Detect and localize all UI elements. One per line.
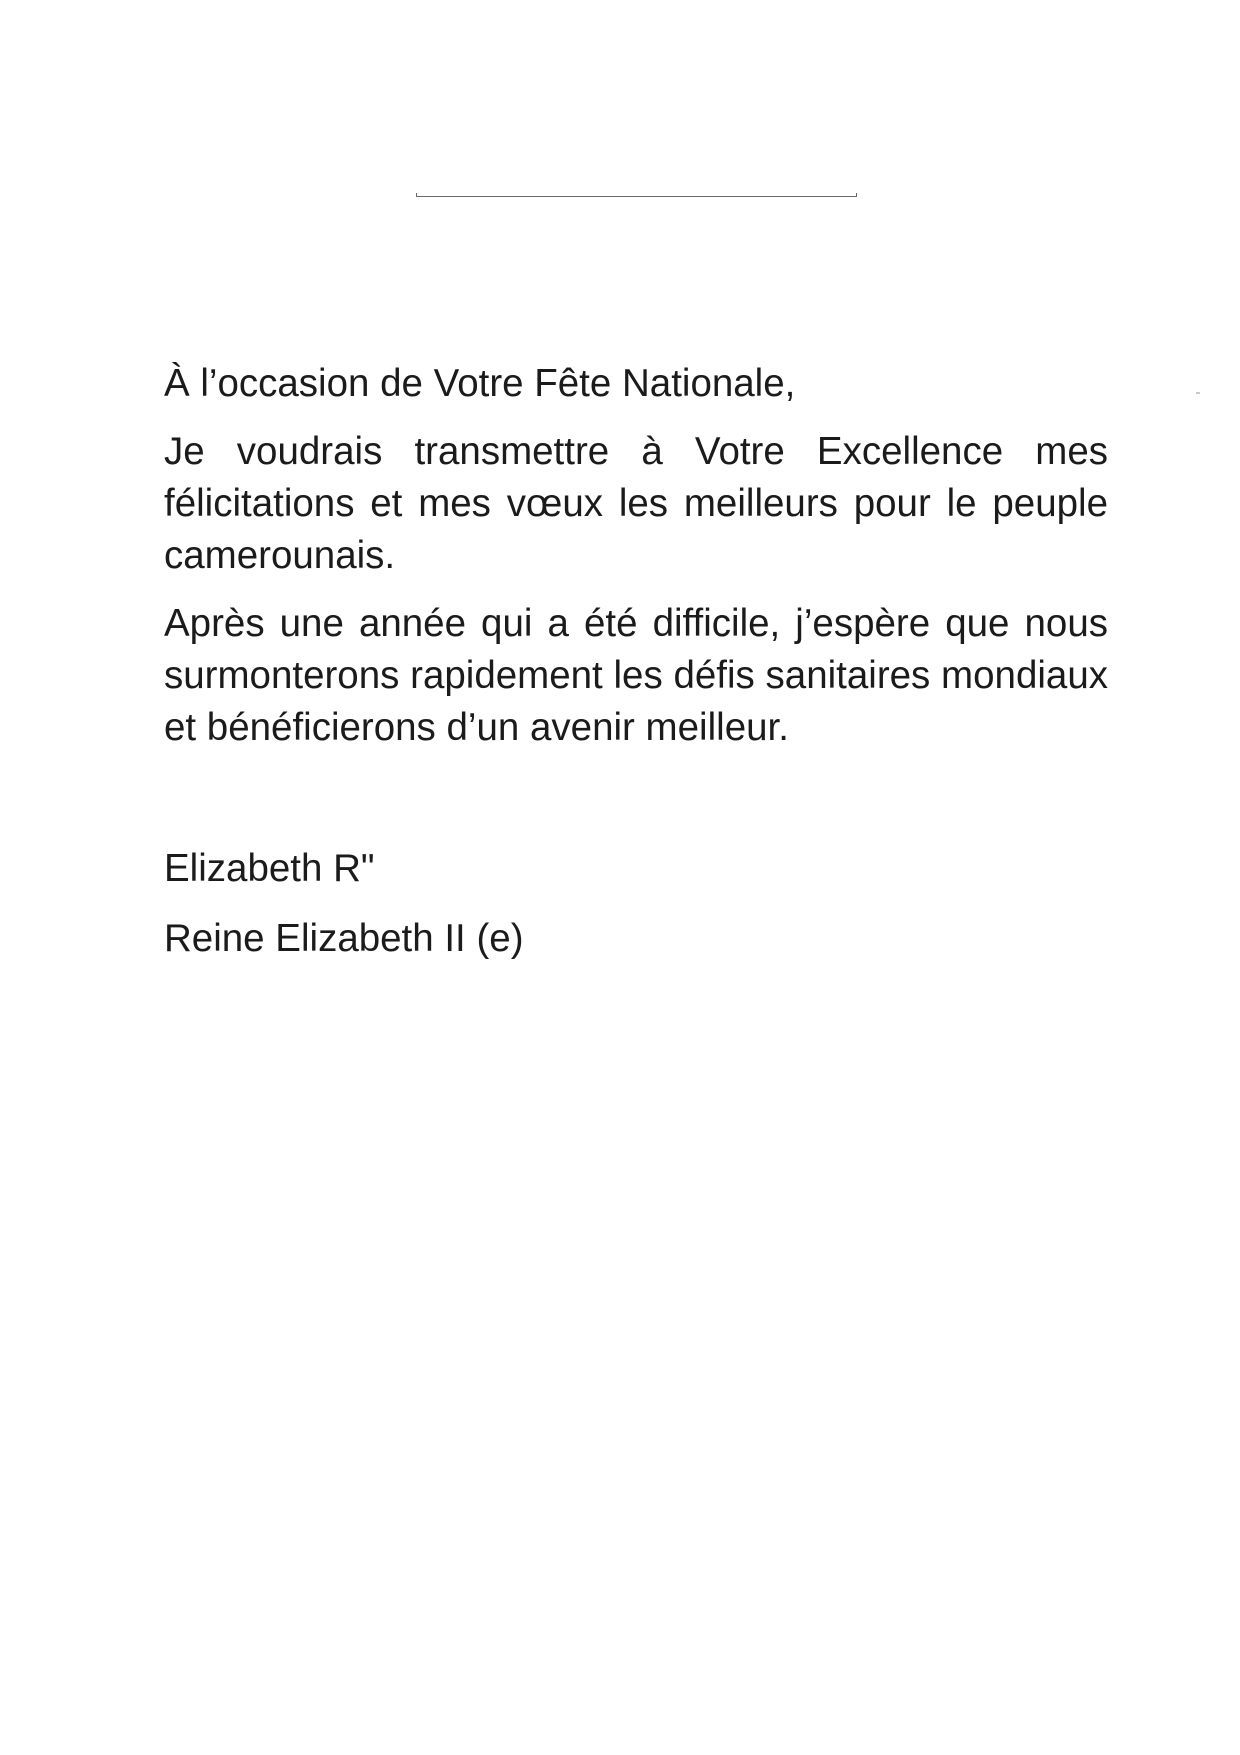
scan-speck [1196, 392, 1200, 394]
letter-body [164, 358, 1108, 754]
signature: Elizabeth R" [164, 847, 375, 890]
paragraph-congratulations: Je voudrais transmettre à Votre Excellence mes félicitations et mes vœux les meilleurs pour le peuple camerounais. [164, 430, 1108, 577]
header-underline [416, 196, 857, 197]
signature-title: Reine Elizabeth II (e) [164, 917, 524, 960]
greeting: À l’occasion de Votre Fête Nationale, [164, 362, 796, 405]
paragraph-wishes: Après une année qui a été difficile, j’espère que nous surmonterons rapidement les défis sanitaires mondiaux et bénéficierons d’un avenir meilleur. [164, 602, 1108, 749]
